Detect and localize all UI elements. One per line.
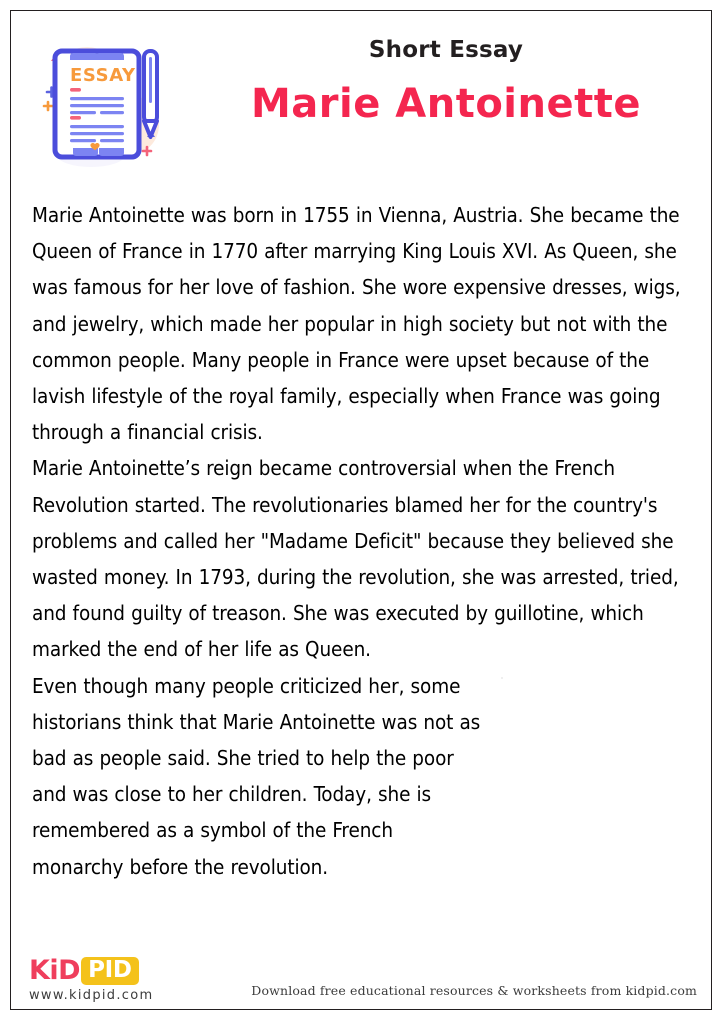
marie-antoinette-portrait <box>502 678 702 866</box>
essay-paragraph-3 <box>32 668 702 885</box>
logo-website-url[interactable]: www.kidpid.com <box>29 988 154 1003</box>
page-title: Marie Antoinette <box>250 81 641 127</box>
logo-wordmark <box>29 956 259 986</box>
kidpid-logo[interactable] <box>29 956 259 1003</box>
header-title-group <box>191 35 701 129</box>
worksheet-footer <box>11 951 711 1009</box>
footer-attribution-text: Download free educational resources & worksheets from kidpid.com <box>251 983 697 998</box>
worksheet-page <box>10 10 712 1010</box>
essay-paragraph-2: Marie Antoinette’s reign became controversial when the French Revolution started. The revolutionaries blamed her for the country's problems and called her "Madame Deficit" because they believed she wasted money. In 1793, during the revolution, she was arrested, tried, and found guilty of treason. She was executed by guillotine, which marked the end of her life as Queen. <box>32 456 679 662</box>
essay-paragraph-3-text: Even though many people criticized her, some historians think that Marie Antoinette was not as bad as people said. She tried to help the poor and was close to her children. Today, she is remembered as a symbol of the French monarchy before the revolution. <box>32 673 481 879</box>
worksheet-subtitle: Short Essay <box>368 37 524 63</box>
svg-text:ESSAY: ESSAY <box>70 65 136 86</box>
logo-kid-text: KiD <box>29 955 81 986</box>
essay-body <box>32 197 702 885</box>
logo-pid-text: PID <box>88 957 132 983</box>
essay-paragraph-1: Marie Antoinette was born in 1755 in Vienna, Austria. She became the Queen of France in 1770 after marrying King Louis XVI. As Queen, she was famous for her love of fashion. She wore expensive dresses, wigs, and jewelry, which made her popular in high society but not with the common people. Many people in France were upset because of the lavish lifestyle of the royal family, especially when France was going through a financial crisis. <box>32 203 681 445</box>
essay-clipboard-icon <box>29 33 179 173</box>
worksheet-header <box>11 11 711 181</box>
logo-pid-box <box>81 957 139 985</box>
